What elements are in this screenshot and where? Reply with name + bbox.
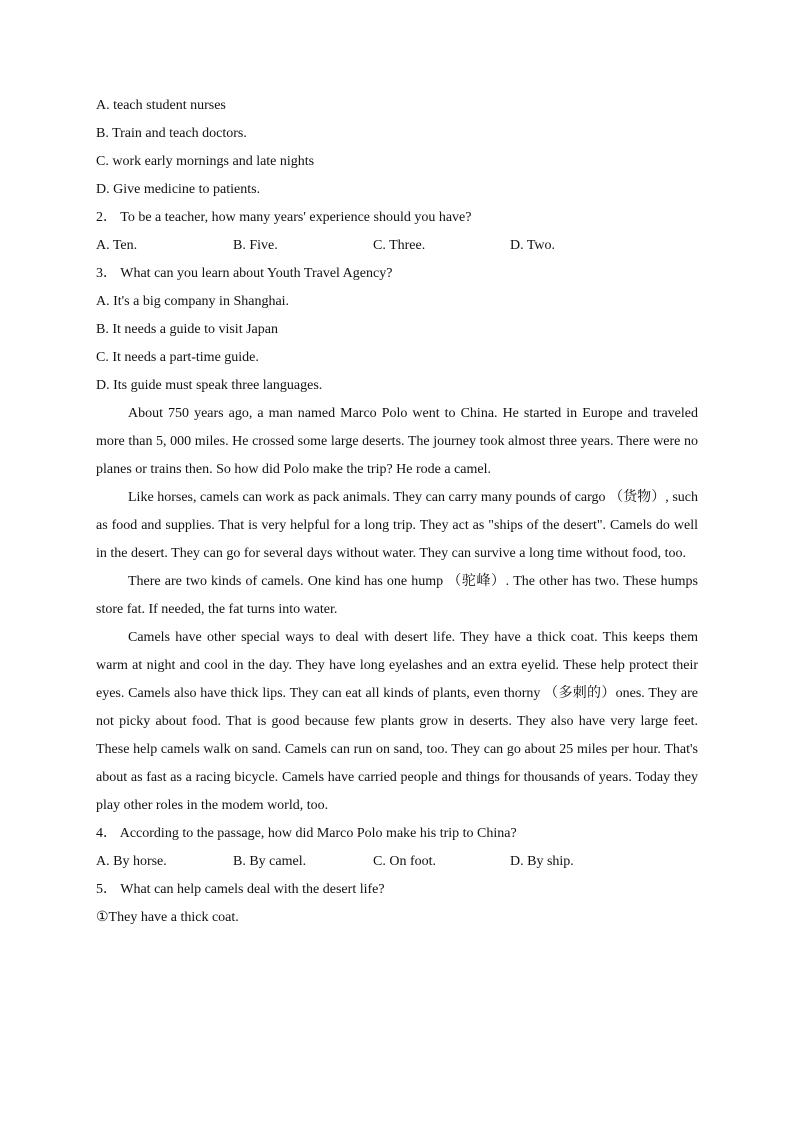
q3-option-d: D. Its guide must speak three languages. <box>96 378 323 393</box>
q3-stem: 3． What can you learn about Youth Travel Agency? <box>96 266 393 281</box>
q2-option-b: B. Five. <box>233 238 278 253</box>
passage-paragraph-1: About 750 years ago, a man named Marco Polo went to China. He started in Europe and traveled more than 5, 000 miles. He crossed some large deserts. The journey took almost three years. There were no planes or trains then. So how did Polo make the trip? He rode a camel. <box>96 406 698 477</box>
q4-option-a: A. By horse. <box>96 854 167 869</box>
q3-option-c: C. It needs a part-time guide. <box>96 350 259 365</box>
q3-option-b: B. It needs a guide to visit Japan <box>96 322 278 337</box>
passage-paragraph-3: There are two kinds of camels. One kind has one hump （驼峰）. The other has two. These humps store fat. If needed, the fat turns into water. <box>96 574 698 617</box>
q1-option-d: D. Give medicine to patients. <box>96 182 261 197</box>
q5-option-1: ①They have a thick coat. <box>96 910 239 925</box>
q2-stem: 2． To be a teacher, how many years' experience should you have? <box>96 210 472 225</box>
q5-stem: 5． What can help camels deal with the desert life? <box>96 882 385 897</box>
q2-options <box>96 232 698 260</box>
q4-option-d: D. By ship. <box>510 854 574 869</box>
q4-options <box>96 848 698 876</box>
q1-option-b: B. Train and teach doctors. <box>96 126 247 141</box>
q4-stem: 4． According to the passage, how did Marco Polo make his trip to China? <box>96 826 517 841</box>
q3-option-a: A. It's a big company in Shanghai. <box>96 294 290 309</box>
q1-option-c: C. work early mornings and late nights <box>96 154 315 169</box>
q2-option-a: A. Ten. <box>96 238 138 253</box>
passage-paragraph-4: Camels have other special ways to deal with desert life. They have a thick coat. This keeps them warm at night and cool in the day. They have long eyelashes and an extra eyelid. These help protect their eyes. Camels also have thick lips. They can eat all kinds of plants, even thorny （多刺的）ones. They are not picky about food. That is good because few plants grow in deserts. They also have very large feet. These help camels walk on sand. Camels can run on sand, too. They can go about 25 miles per hour. That's about as fast as a racing bicycle. Camels have carried people and things for thousands of years. Today they play other roles in the modem world, too. <box>96 630 698 813</box>
q2-option-d: D. Two. <box>510 238 556 253</box>
q4-option-b: B. By camel. <box>233 854 307 869</box>
q2-option-c: C. Three. <box>373 238 426 253</box>
page-content <box>96 92 698 932</box>
passage-paragraph-2: Like horses, camels can work as pack animals. They can carry many pounds of cargo （货物）, such as food and supplies. That is very helpful for a long trip. They act as "ships of the desert". Camels do well in the desert. They can go for several days without water. They can survive a long time without food, too. <box>96 490 698 561</box>
q1-option-a: A. teach student nurses <box>96 98 226 113</box>
q4-option-c: C. On foot. <box>373 854 436 869</box>
